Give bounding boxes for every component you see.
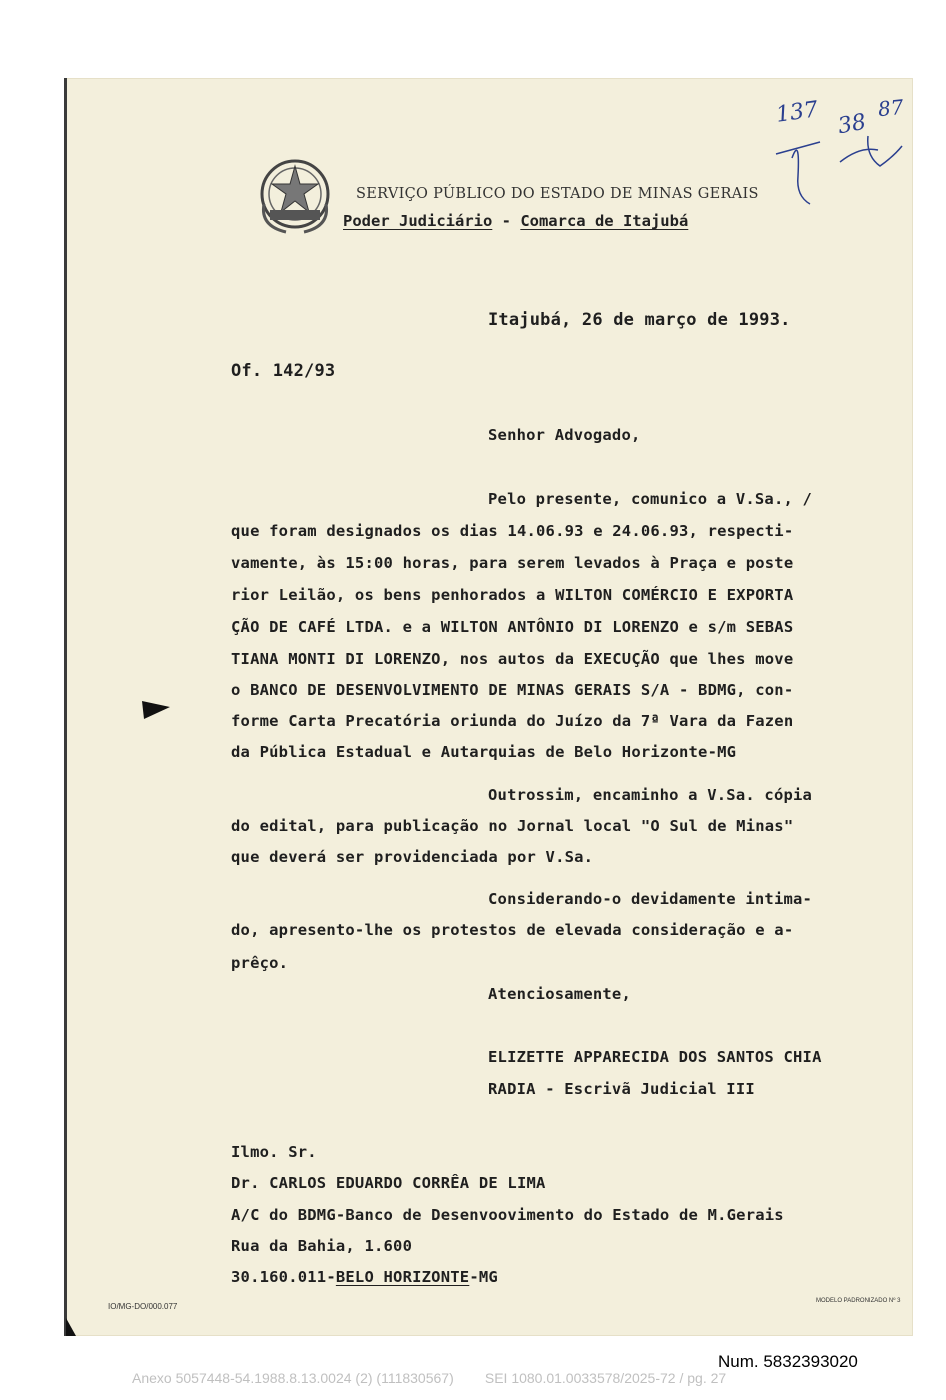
header-judiciary [343,212,688,230]
addressee-title: Ilmo. Sr. [231,1143,317,1161]
handwritten-number-2: 38 [836,109,868,140]
body-line: forme Carta Precatória oriunda do Juízo da 7ª Vara da Fazen [231,712,794,730]
body-line: que deverá ser providenciada por V.Sa. [231,848,594,866]
handwritten-number-3: 87 [876,94,905,122]
body-line: rior Leilão, os bens penhorados a WILTON COMÉRCIO E EXPORTA [231,586,794,604]
salutation: Senhor Advogado, [488,426,641,444]
coat-of-arms-seal [256,156,334,236]
body-line: Outrossim, encaminho a V.Sa. cópia [488,786,813,804]
body-line: vamente, às 15:00 horas, para serem levados à Praça e poste [231,554,794,572]
postal-city: BELO HORIZONTE [335,1268,470,1286]
body-line: o BANCO DE DESENVOLVIMENTO DE MINAS GERAIS S/A - BDMG, con- [231,681,794,699]
office-number: Of. 142/93 [231,361,336,381]
margin-arrow-mark [140,697,172,721]
body-line: do edital, para publicação no Jornal local "O Sul de Minas" [231,817,794,835]
body-line: ÇÃO DE CAFÉ LTDA. e a WILTON ANTÔNIO DI LORENZO e s/m SEBAS [231,618,794,636]
postal-code: 30.160.011- [231,1268,336,1286]
date-line: Itajubá, 26 de março de 1993. [488,310,791,330]
body-line: TIANA MONTI DI LORENZO, nos autos da EXECUÇÃO que lhes move [231,650,794,668]
form-code-right: MODELO PADRONIZADO Nº 3 [816,1298,901,1304]
header-state-service: SERVIÇO PÚBLICO DO ESTADO DE MINAS GERAIS [356,186,759,202]
footer-document-number: Num. 5832393020 [718,1352,858,1371]
form-code-left: IO/MG-DO/000.077 [108,1302,178,1311]
body-line: Pelo presente, comunico a V.Sa., / [488,490,813,508]
addressee-street: Rua da Bahia, 1.600 [231,1237,413,1255]
body-line: do, apresento-lhe os protestos de elevada consideração e a- [231,921,794,939]
corner-mark [66,1318,76,1336]
signature-line: RADIA - Escrivã Judicial III [488,1080,755,1098]
body-line: Considerando-o devidamente intima- [488,890,813,908]
addressee-care-of: A/C do BDMG-Banco de Desenvoovimento do Estado de M.Gerais [231,1206,784,1224]
addressee-name: Dr. CARLOS EDUARDO CORRÊA DE LIMA [231,1174,546,1192]
handwritten-number-1: 137 [774,97,820,128]
body-line: da Pública Estadual e Autarquias de Belo Horizonte-MG [231,743,737,761]
body-line: que foram designados os dias 14.06.93 e 24.06.93, respecti- [231,522,794,540]
handwritten-initials [770,96,910,206]
footer-annex-reference: Anexo 5057448-54.1988.8.13.0024 (2) (111830567) SEI 1080.01.0033578/2025-72 / pg. 27 [132,1370,727,1386]
header-separator: - [492,212,521,230]
signature-line: ELIZETTE APPARECIDA DOS SANTOS CHIA [488,1048,822,1066]
header-judiciary-power: Poder Judiciário [343,212,493,230]
document-paper [64,78,913,1336]
closing: Atenciosamente, [488,985,631,1003]
body-line: prêço. [231,954,289,972]
addressee-postal [231,1268,498,1286]
paper-edge [64,78,67,1336]
postal-state: -MG [469,1268,498,1286]
header-district: Comarca de Itajubá [520,212,689,230]
